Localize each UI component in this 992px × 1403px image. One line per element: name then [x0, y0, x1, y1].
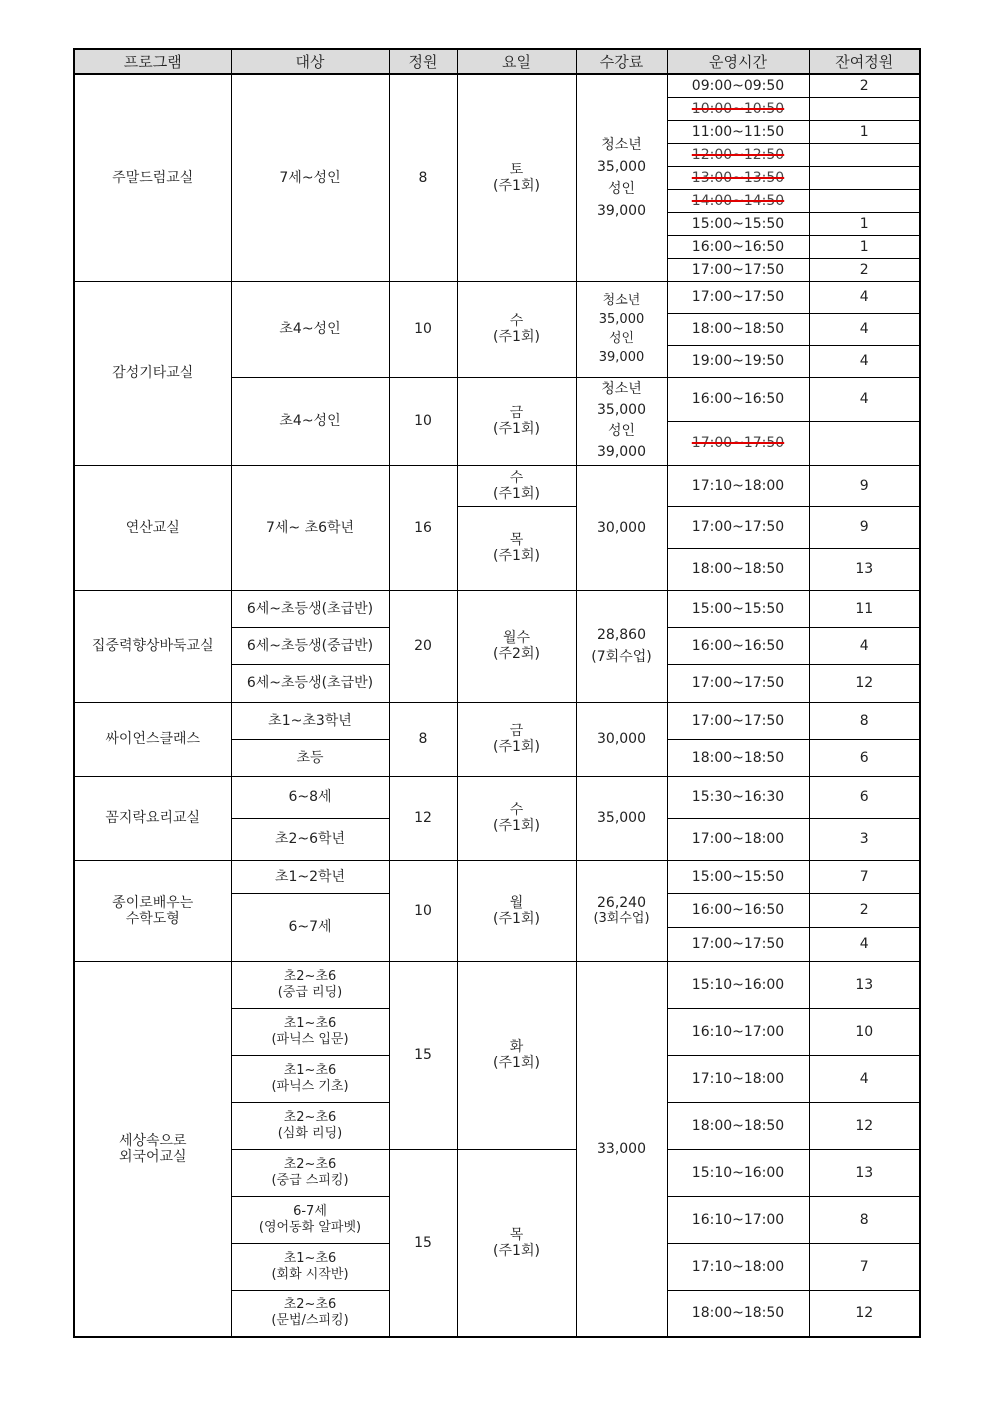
target: 7세~ 초6학년: [231, 465, 389, 590]
capacity: 16: [389, 465, 457, 590]
remaining: 2: [809, 258, 920, 281]
fee: [576, 377, 667, 465]
fee: 30,000: [576, 702, 667, 776]
remaining: 8: [809, 1196, 920, 1243]
remaining: 12: [809, 1290, 920, 1337]
target: 6세~초등생(중급반): [231, 627, 389, 664]
fee: [576, 590, 667, 702]
target-line: 초2~초6: [283, 1109, 337, 1125]
target: [231, 1008, 389, 1055]
header-target: 대상: [231, 49, 389, 74]
time: 16:00~16:50: [667, 893, 809, 927]
capacity: 8: [389, 702, 457, 776]
frequency: (주1회): [493, 177, 540, 194]
target: 초2~6학년: [231, 818, 389, 860]
program-name: 감성기타교실: [74, 281, 231, 465]
header-row: [74, 49, 920, 74]
remaining: 7: [809, 860, 920, 893]
frequency: (주2회): [493, 646, 540, 662]
fee: [576, 281, 667, 377]
table-row: [74, 590, 920, 627]
capacity: 20: [389, 590, 457, 702]
day-label: 토: [509, 161, 524, 178]
fee-line: 26,240: [597, 895, 646, 911]
time: 19:00~19:50: [667, 345, 809, 377]
remaining: 10: [809, 1008, 920, 1055]
time: 15:00~15:50: [667, 590, 809, 627]
day: [457, 961, 576, 1149]
target: [231, 1243, 389, 1290]
target: 초4~성인: [231, 377, 389, 465]
frequency: (주1회): [493, 910, 540, 927]
time-cancelled: 13:00~13:50: [667, 166, 809, 189]
day: [457, 590, 576, 702]
capacity: 10: [389, 281, 457, 377]
day: [457, 702, 576, 776]
day: [457, 776, 576, 860]
frequency: (주1회): [493, 1242, 540, 1259]
day-label: 화: [509, 1039, 524, 1055]
target: 7세~성인: [231, 74, 389, 281]
remaining: 9: [809, 465, 920, 506]
target-line: 초2~초6: [283, 968, 337, 984]
time: 17:10~18:00: [667, 465, 809, 506]
program-name-line: 외국어교실: [118, 1148, 187, 1165]
day: [457, 506, 576, 590]
fee: 35,000: [576, 776, 667, 860]
remaining: 2: [809, 74, 920, 97]
fee: [576, 74, 667, 281]
time: 18:00~18:50: [667, 739, 809, 776]
capacity: 15: [389, 961, 457, 1149]
table-row: [74, 74, 920, 97]
fee-line: 39,000: [597, 444, 646, 460]
time-cancelled: 12:00~12:50: [667, 143, 809, 166]
target-line: (파닉스 기초): [271, 1078, 349, 1094]
program-name: [74, 961, 231, 1337]
day-label: 수: [509, 802, 524, 818]
fee: 30,000: [576, 465, 667, 590]
fee-line: 성인: [607, 180, 636, 197]
remaining: 13: [809, 961, 920, 1008]
remaining: 3: [809, 818, 920, 860]
time: 17:10~18:00: [667, 1055, 809, 1102]
fee-note: (3회수업): [593, 911, 650, 926]
program-name: [74, 860, 231, 961]
frequency: (주1회): [493, 485, 540, 502]
frequency: (주1회): [493, 739, 540, 755]
time: 15:10~16:00: [667, 1149, 809, 1196]
time: 17:00~17:50: [667, 258, 809, 281]
day: [457, 281, 576, 377]
fee-line: 28,860: [597, 627, 646, 643]
remaining: 13: [809, 548, 920, 590]
time: 17:00~17:50: [667, 506, 809, 548]
program-name-line: 수학도형: [125, 910, 180, 927]
target: 6~7세: [231, 893, 389, 961]
remaining: 2: [809, 893, 920, 927]
fee-line: 청소년: [602, 293, 641, 308]
remaining: [809, 189, 920, 212]
remaining: 1: [809, 120, 920, 143]
table-row: [74, 465, 920, 506]
target: [231, 1149, 389, 1196]
fee-line: 성인: [608, 331, 635, 346]
time: 16:00~16:50: [667, 377, 809, 421]
target-line: (심화 리딩): [277, 1125, 343, 1141]
frequency: (주1회): [493, 329, 540, 345]
remaining: [809, 421, 920, 465]
time: 15:10~16:00: [667, 961, 809, 1008]
table-row: [74, 860, 920, 893]
program-name-line: 종이로배우는: [112, 894, 194, 911]
target-line: (영어동화 알파벳): [258, 1219, 362, 1235]
table-row: [74, 776, 920, 818]
header-remaining: 잔여정원: [809, 49, 920, 74]
header-program: 프로그램: [74, 49, 231, 74]
remaining: 12: [809, 664, 920, 702]
time-cancelled: 10:00~10:50: [667, 97, 809, 120]
remaining: 1: [809, 235, 920, 258]
capacity: 10: [389, 860, 457, 961]
target-line: 초2~초6: [283, 1297, 337, 1313]
day-label: 월수: [502, 630, 531, 646]
remaining: 9: [809, 506, 920, 548]
target-line: 초1~초6: [283, 1015, 337, 1031]
header-fee: 수강료: [576, 49, 667, 74]
remaining: 4: [809, 627, 920, 664]
remaining: [809, 166, 920, 189]
time: 11:00~11:50: [667, 120, 809, 143]
fee-line: 35,000: [597, 158, 646, 175]
target: 초1~초3학년: [231, 702, 389, 739]
remaining: 12: [809, 1102, 920, 1149]
remaining: 13: [809, 1149, 920, 1196]
day: [457, 1149, 576, 1337]
time: 16:00~16:50: [667, 235, 809, 258]
target-line: 초1~초6: [283, 1062, 337, 1078]
fee: [576, 860, 667, 961]
program-name: 연산교실: [74, 465, 231, 590]
day: [457, 74, 576, 281]
remaining: 4: [809, 313, 920, 345]
table-row: [74, 702, 920, 739]
time: 17:00~17:50: [667, 927, 809, 961]
remaining: 7: [809, 1243, 920, 1290]
time: 17:00~17:50: [667, 664, 809, 702]
time: 17:00~17:50: [667, 702, 809, 739]
fee-line: 청소년: [601, 381, 642, 397]
time: 16:10~17:00: [667, 1196, 809, 1243]
remaining: 4: [809, 1055, 920, 1102]
day-label: 금: [509, 723, 524, 739]
target-line: (파닉스 입문): [271, 1031, 349, 1047]
remaining: 1: [809, 212, 920, 235]
frequency: (주1회): [493, 421, 540, 437]
fee-note: (7회수업): [591, 649, 652, 665]
target: 6세~초등생(초급반): [231, 664, 389, 702]
target: [231, 961, 389, 1008]
day-label: 목: [509, 1226, 524, 1243]
fee-line: 성인: [607, 423, 636, 439]
time: 17:10~18:00: [667, 1243, 809, 1290]
remaining: [809, 97, 920, 120]
program-name: 꼼지락요리교실: [74, 776, 231, 860]
remaining: 11: [809, 590, 920, 627]
fee-line: 청소년: [601, 136, 642, 153]
program-name: 싸이언스클래스: [74, 702, 231, 776]
remaining: 6: [809, 776, 920, 818]
day-label: 목: [509, 532, 524, 548]
day-label: 금: [509, 405, 524, 421]
remaining: 8: [809, 702, 920, 739]
remaining: 4: [809, 281, 920, 313]
day: [457, 465, 576, 506]
target-line: (회화 시작반): [271, 1266, 349, 1282]
time-cancelled: 17:00~17:50: [667, 421, 809, 465]
fee: 33,000: [576, 961, 667, 1337]
target: 초등: [231, 739, 389, 776]
target-line: 초2~초6: [283, 1156, 337, 1172]
time: 18:00~18:50: [667, 1290, 809, 1337]
day-label: 수: [509, 313, 524, 329]
time: 15:00~15:50: [667, 860, 809, 893]
time: 15:00~15:50: [667, 212, 809, 235]
time: 17:00~17:50: [667, 281, 809, 313]
target: [231, 1102, 389, 1149]
program-name: 집중력향상바둑교실: [74, 590, 231, 702]
table-row: [74, 961, 920, 1008]
day: [457, 377, 576, 465]
day: [457, 860, 576, 961]
program-name: 주말드럼교실: [74, 74, 231, 281]
capacity: 8: [389, 74, 457, 281]
time: 17:00~18:00: [667, 818, 809, 860]
frequency: (주1회): [493, 818, 540, 834]
target: 초4~성인: [231, 281, 389, 377]
time: 18:00~18:50: [667, 313, 809, 345]
time: 18:00~18:50: [667, 548, 809, 590]
fee-line: 35,000: [598, 312, 645, 327]
fee-line: 39,000: [597, 202, 646, 219]
capacity: 12: [389, 776, 457, 860]
capacity: 10: [389, 377, 457, 465]
target-line: (중급 스피킹): [271, 1172, 349, 1188]
remaining: 4: [809, 345, 920, 377]
fee-line: 35,000: [597, 402, 646, 418]
capacity: 15: [389, 1149, 457, 1337]
frequency: (주1회): [493, 548, 540, 564]
target-line: (중급 리딩): [277, 984, 343, 1000]
target-line: 6-7세: [293, 1203, 327, 1219]
target-line: (문법/스피킹): [271, 1313, 349, 1329]
target: [231, 1196, 389, 1243]
time: 09:00~09:50: [667, 74, 809, 97]
time: 15:30~16:30: [667, 776, 809, 818]
program-name-line: 세상속으로: [118, 1132, 187, 1149]
time: 18:00~18:50: [667, 1102, 809, 1149]
time: 16:00~16:50: [667, 627, 809, 664]
remaining: 6: [809, 739, 920, 776]
frequency: (주1회): [493, 1055, 540, 1071]
time: 16:10~17:00: [667, 1008, 809, 1055]
program-schedule-table: [73, 48, 921, 1338]
target: [231, 1055, 389, 1102]
fee-line: 39,000: [598, 350, 645, 365]
target-line: 초1~초6: [283, 1250, 337, 1266]
remaining: 4: [809, 927, 920, 961]
target: 6~8세: [231, 776, 389, 818]
header-day: 요일: [457, 49, 576, 74]
target: [231, 1290, 389, 1337]
target: 6세~초등생(초급반): [231, 590, 389, 627]
time-cancelled: 14:00~14:50: [667, 189, 809, 212]
target: 초1~2학년: [231, 860, 389, 893]
header-time: 운영시간: [667, 49, 809, 74]
remaining: [809, 143, 920, 166]
header-capacity: 정원: [389, 49, 457, 74]
day-label: 수: [509, 469, 524, 486]
day-label: 월: [509, 894, 524, 911]
remaining: 4: [809, 377, 920, 421]
table-row: [74, 281, 920, 313]
